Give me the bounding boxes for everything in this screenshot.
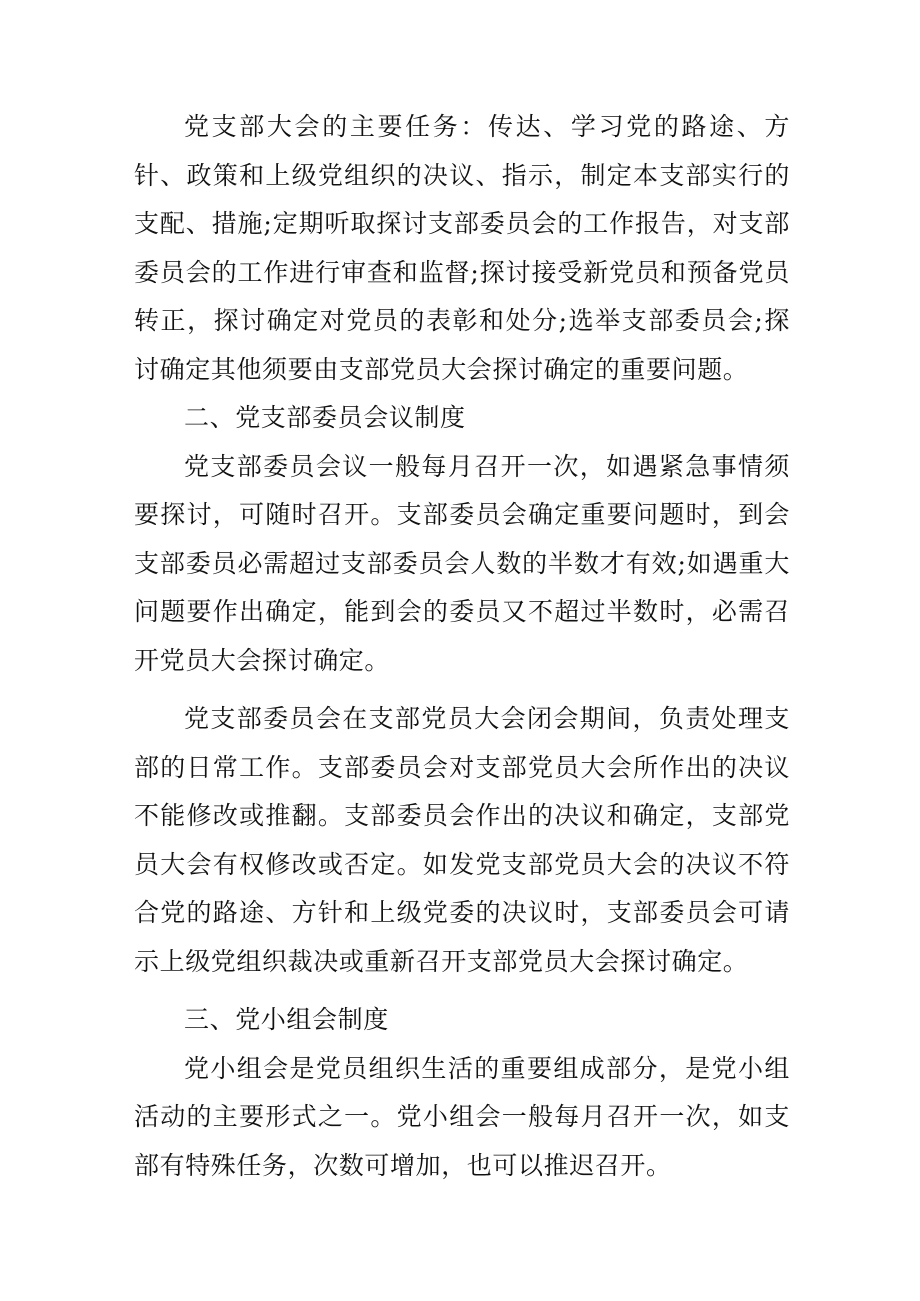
paragraph-committee-daily-work: 党支部委员会在支部党员大会闭会期间，负责处理支部的日常工作。支部委员会对支部党员大会所作出的决议不能修改或推翻。支部委员会作出的决议和确定，支部党员大会有权修改或否定。如发党支部党员大会的决议不符合党的路途、方针和上级党委的决议时，支部委员会可请示上级党组织裁决或重新召开支部党员大会探讨确定。 (134, 704, 790, 976)
section-heading-group-meeting: 三、党小组会制度 (184, 1005, 389, 1034)
section-heading-committee-meeting: 二、党支部委员会议制度 (184, 403, 466, 432)
paragraph-branch-congress-tasks: 党支部大会的主要任务：传达、学习党的路途、方针、政策和上级党组织的决议、指示，制定本支部实行的支配、措施;定期听取探讨支部委员会的工作报告，对支部委员会的工作进行审查和监督;探讨接受新党员和预备党员转正，探讨确定对党员的表彰和处分;选举支部委员会;探讨确定其他须要由支部党员大会探讨确定的重要问题。 (134, 112, 790, 384)
paragraph-group-meeting: 党小组会是党员组织生活的重要组成部分，是党小组活动的主要形式之一。党小组会一般每月召开一次，如支部有特殊任务，次数可增加，也可以推迟召开。 (134, 1053, 790, 1180)
paragraph-committee-meeting-frequency: 党支部委员会议一般每月召开一次，如遇紧急事情须要探讨，可随时召开。支部委员会确定重要问题时，到会支部委员必需超过支部委员会人数的半数才有效;如遇重大问题要作出确定，能到会的委员又不超过半数时，必需召开党员大会探讨确定。 (134, 451, 790, 675)
document-body (134, 103, 790, 1190)
